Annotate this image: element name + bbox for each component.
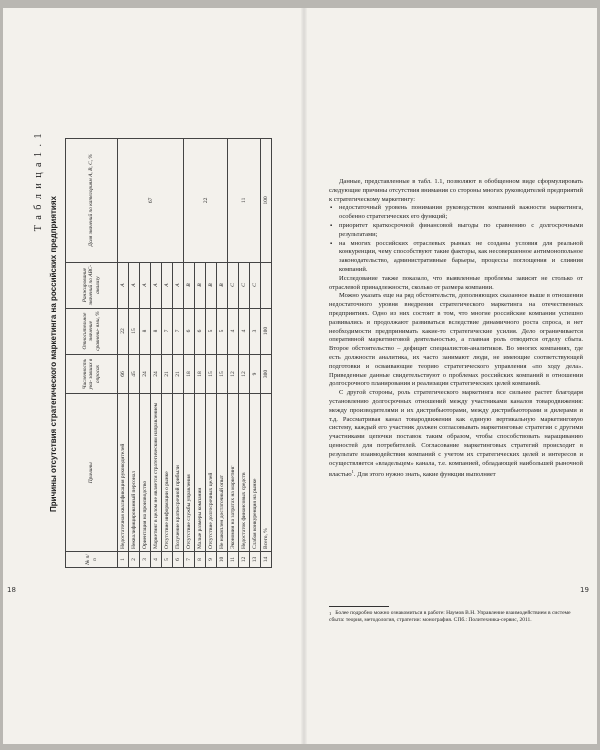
col-header-pct: Относительное значение сравнени- ями, % (66, 308, 118, 354)
paragraph-channels-end: . Для этого нужно знать, какие функции выполняет (353, 471, 496, 479)
cell-pct: 8 (151, 308, 162, 354)
cell-pct: 7 (162, 308, 173, 354)
cell-num: 6 (173, 552, 184, 568)
cell-abc: A (173, 262, 184, 308)
book-gutter (301, 8, 307, 744)
cell-cause: Всего, % (261, 394, 272, 552)
cell-pct: 22 (118, 308, 129, 354)
cell-abc: A (140, 262, 151, 308)
cell-abc: C (250, 262, 261, 308)
cell-cause: Малые размеры компании (195, 394, 206, 552)
causes-list (329, 204, 583, 274)
cell-abc: C (228, 262, 239, 308)
paragraph-channels-text: С другой стороны, роль стратегического маркетинга все сильнее растет благодаря установлению долгосрочных отношений между участниками каналов товародвижения: между производителями и их дистрибьюторами, между дистрибьюторами и дилерами и т.д. Рассматривая канал товародвижения как единую вертикальную маркетинговую систему, каждый его участник должен согласовывать маркетинговые стратегии с другими участниками цепочки поставок таким образом, чтобы способствовать наращиванию ценностей для потребителей. Согласование маркетинговых стратегий происходит в результате взаимодействия компаний с учетом их стратегических целей и интересов и осуществляется «владельцем» канала, т.е. компанией, обладающей наибольшей рыночной властью (329, 389, 583, 479)
cell-count: 300 (261, 354, 272, 394)
cell-count: 18 (184, 354, 195, 394)
book-spread (3, 8, 597, 744)
cell-group-share: 22 (184, 139, 228, 263)
cell-cause: Отсутствие службы управления (184, 394, 195, 552)
cell-abc: B (217, 262, 228, 308)
table-label: Т а б л и ц а 1 . 1 (33, 132, 44, 232)
cell-cause: Не накоплен достаточный опыт (217, 394, 228, 552)
cell-count: 21 (162, 354, 173, 394)
cell-pct: 4 (239, 308, 250, 354)
col-header-abc: Ранжирование значений по АВС-анализу (66, 262, 118, 308)
table-row (228, 139, 239, 568)
footnote-marker: 1 (351, 469, 354, 475)
cell-count: 18 (195, 354, 206, 394)
cell-num: 5 (162, 552, 173, 568)
cell-num: 4 (151, 552, 162, 568)
cell-group-share: 11 (228, 139, 261, 263)
cell-group-share: 67 (118, 139, 184, 263)
cell-cause: Недостаточная квалификация руководителей (118, 394, 129, 552)
col-header-count: Численность ука- завших в опросах (66, 354, 118, 394)
right-page-number: 19 (580, 586, 589, 594)
cell-group-share: 100 (261, 139, 272, 263)
cell-count: 9 (250, 354, 261, 394)
right-page-text (329, 178, 583, 480)
cell-cause: Слабая конкуренция на рынке (250, 394, 261, 552)
left-page-number: 18 (7, 586, 16, 594)
cell-pct: 100 (261, 308, 272, 354)
cell-pct: 6 (184, 308, 195, 354)
cell-count: 12 (239, 354, 250, 394)
cell-num: 8 (195, 552, 206, 568)
cell-abc (261, 262, 272, 308)
paragraph-circumstances: Можно указать еще на ряд обстоятельств, дополняющих сказанное выше в отношении недостаточного уровня внедрения стратегического маркетинга на отечественных предприятиях. Одно из них состоит в том, что многие российские компании успешно развивались и продолжают развиваться вследствие динамичного роста спроса, и нет необходимости предпринимать какие-то стратегические усилия. Дело ограничивается оперативной маркетинговой деятельностью, а главная роль отводится отделу сбыта. Второе обстоятельство – дефицит специалистов-аналитиков. Во многих компаниях, где есть должности аналитика, их часто занимают люди, не имеющие соответствующей подготовки и осваивающие теорию стратегического управления «по ходу дела». Приведенные данные свидетельствуют о проблемах российских компаний в отношении долгосрочного планирования и реализации стратегических целей компаний. (329, 292, 583, 388)
cell-abc: B (206, 262, 217, 308)
cell-count: 15 (206, 354, 217, 394)
left-page-rotated (23, 128, 293, 578)
footnote (329, 606, 583, 624)
cell-cause: Недостаток финансовых средств (239, 394, 250, 552)
cell-num: 9 (206, 552, 217, 568)
cell-pct: 15 (129, 308, 140, 354)
cell-pct: 4 (228, 308, 239, 354)
paragraph-channels (329, 389, 583, 480)
cell-num: 1 (118, 552, 129, 568)
table-row (118, 139, 129, 568)
cell-num: 10 (217, 552, 228, 568)
cell-pct: 7 (173, 308, 184, 354)
cell-abc: A (162, 262, 173, 308)
cell-num: 7 (184, 552, 195, 568)
cell-pct: 6 (195, 308, 206, 354)
table-title: Причины отсутствия стратегического маркетинга на российских предприятиях (49, 196, 58, 512)
cell-num: 11 (228, 552, 239, 568)
list-item: ▪ недостаточный уровень понимания руководством компаний важности маркетинга, особенно стратегических его функций; (329, 204, 583, 222)
cell-num: 13 (250, 552, 261, 568)
cell-num: 14 (261, 552, 272, 568)
causes-table (65, 138, 272, 568)
col-header-share: Доля значений по категориям А, В, С, % (66, 139, 118, 263)
cell-num: 12 (239, 552, 250, 568)
col-header-cause: Причины (66, 394, 118, 552)
cell-pct: 3 (250, 308, 261, 354)
cell-pct: 8 (140, 308, 151, 354)
cell-abc: B (184, 262, 195, 308)
table-row (184, 139, 195, 568)
paragraph-research: Исследование также показало, что выявленные проблемы зависят не столько от отраслевой принадлежности, сколько от размера компании. (329, 274, 583, 291)
footnote-rule (329, 606, 389, 607)
cell-cause: Экономия на затратах на маркетинг (228, 394, 239, 552)
cell-abc: B (195, 262, 206, 308)
cell-num: 2 (129, 552, 140, 568)
cell-count: 15 (217, 354, 228, 394)
cell-cause: Неквалифицированный персонал (129, 394, 140, 552)
list-item: ▪ на многих российских отраслевых рынках не созданы условия для реальной конкуренции, чему способствуют такие факторы, как несовершенное антимонопольное законодательство, административные барьеры, процессы поглощения и слияния компаний. (329, 240, 583, 275)
cell-num: 3 (140, 552, 151, 568)
cell-cause: Ориентация на производство (140, 394, 151, 552)
col-header-num: № п/п (66, 552, 118, 568)
cell-cause: Отсутствие долгосрочных целей (206, 394, 217, 552)
cell-abc: C (239, 262, 250, 308)
footnote-number: 1 (329, 611, 332, 616)
cell-cause: Получение краткосрочной прибыли (173, 394, 184, 552)
cell-count: 24 (140, 354, 151, 394)
cell-abc: A (129, 262, 140, 308)
cell-count: 24 (151, 354, 162, 394)
intro-paragraph: Данные, представленные в табл. 1.1, позволяют в обобщенном виде сформулировать следующие причины отсутствия внимания со стороны многих руководителей предприятий к стратегическому маркетингу: (329, 178, 583, 203)
table-row (261, 139, 272, 568)
list-item: ▪ приоритет краткосрочной финансовой выгоды по сравнению с долгосрочными результатами; (329, 222, 583, 240)
cell-count: 21 (173, 354, 184, 394)
cell-cause: Отсутствие информации о рынке (162, 394, 173, 552)
cell-cause: Маркетинг в целом не является стратегическим направлением (151, 394, 162, 552)
cell-pct: 5 (206, 308, 217, 354)
cell-pct: 5 (217, 308, 228, 354)
footnote-text: Более подробно можно ознакомиться в работе: Наумов В.Н. Управление взаимодействием в системе сбыта: теория, методология, стратегии: монография. СПб.: Политехника-сервис, 2011. (329, 610, 571, 623)
cell-count: 12 (228, 354, 239, 394)
cell-abc: A (151, 262, 162, 308)
cell-count: 66 (118, 354, 129, 394)
cell-abc: A (118, 262, 129, 308)
table-header-row (66, 139, 118, 568)
cell-count: 45 (129, 354, 140, 394)
